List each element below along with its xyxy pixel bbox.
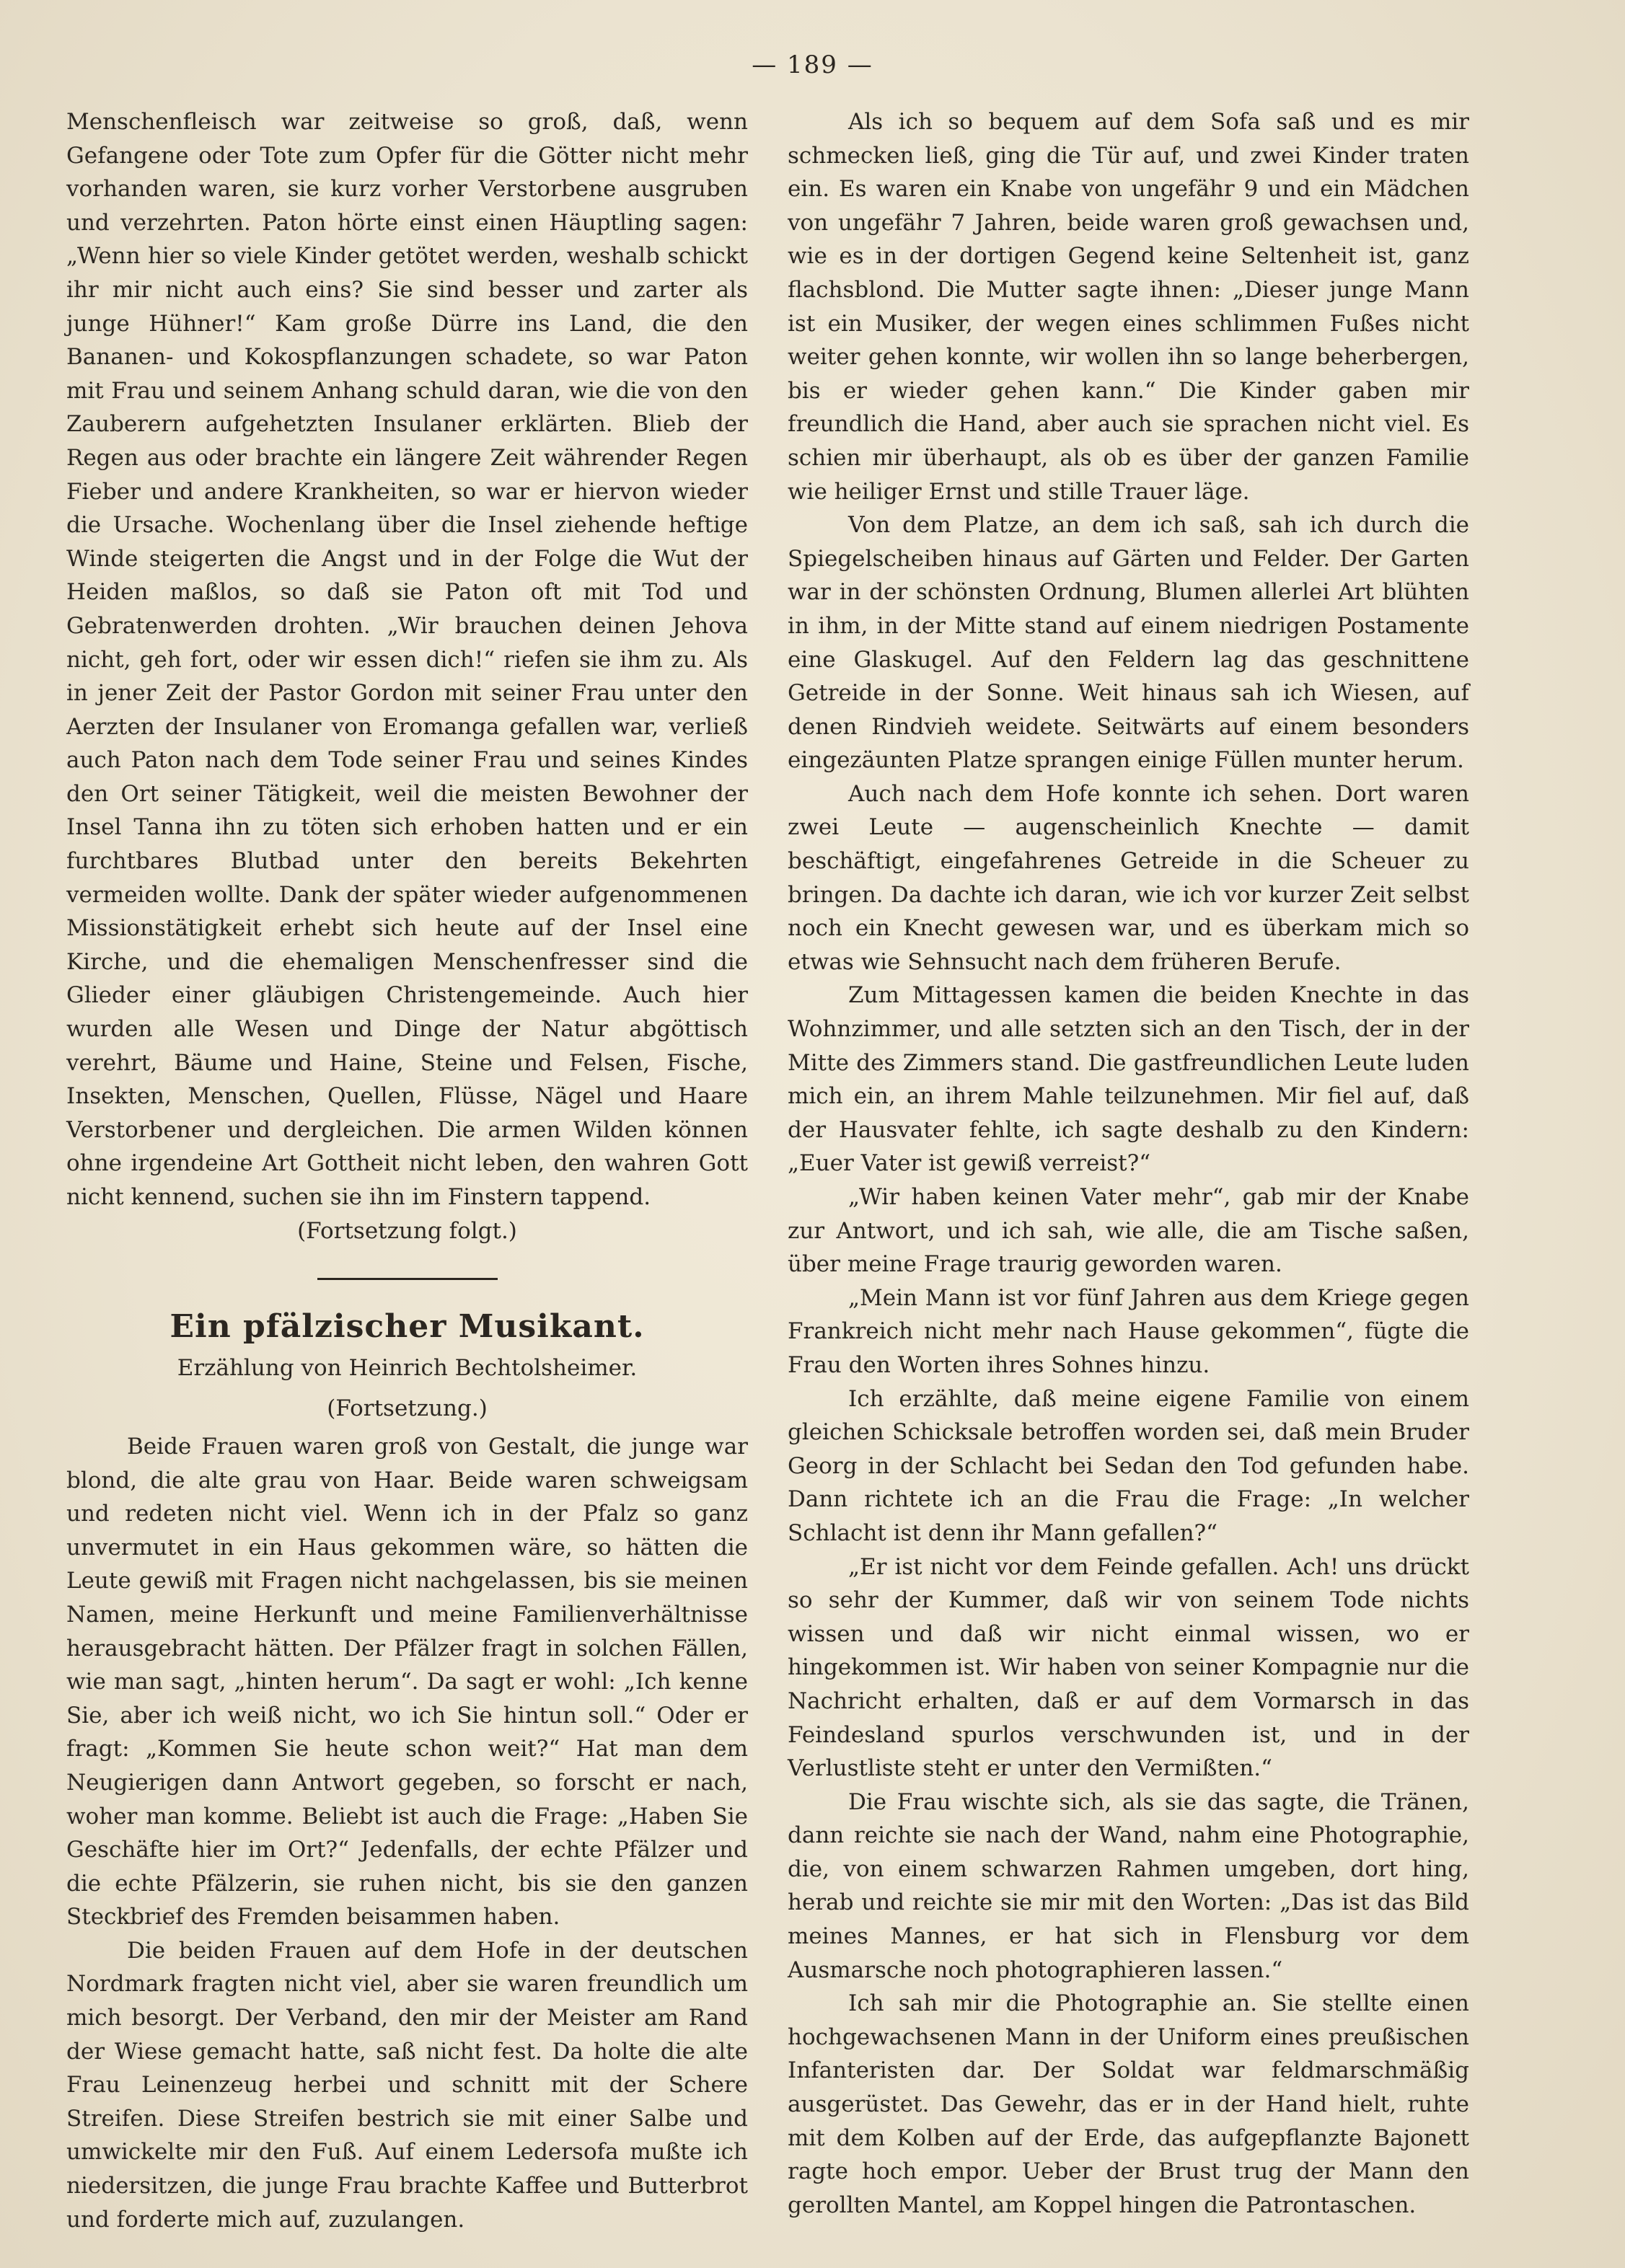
paragraph: Als ich so bequem auf dem Sofa saß und es mir schmecken ließ, ging die Tür auf, und zwei Kinder traten ein. Es waren ein Knabe von ungefähr 9 und ein Mädchen von ungefähr 7 Jahren, beide waren groß gewachsen und, wie es in der dortigen Gegend keine Seltenheit ist, ganz flachsblond. Die Mutter sagte ihnen: „Dieser junge Mann ist ein Musiker, der wegen eines schlimmen Fußes nicht weiter gehen konnte, wir wollen ihn so lange beherbergen, bis er wieder gehen kann.“ Die Kinder gaben mir freundlich die Hand, aber auch sie sprachen nicht viel. Es schien mir überhaupt, als ob es über der ganzen Familie wie heiliger Ernst und stille Trauer läge. [788, 109, 1469, 505]
story-continuation: (Fortsetzung.) [327, 1395, 488, 1422]
page-number: — 189 — [752, 50, 873, 79]
paragraph: Ich sah mir die Photographie an. Sie stellte einen hochgewachsenen Mann in der Uniform eines preußischen Infanteristen dar. Der Soldat war feldmarschmäßig ausgerüstet. Das Gewehr, das er in der Hand hielt, ruhte mit dem Kolben auf der Erde, das aufgepflanzte Bajonett ragte hoch empor. Ueber der Brust trug der Mann den gerollten Mantel, am Koppel hingen die Patrontaschen. [788, 1990, 1469, 2218]
story-subtitle: Erzählung von Heinrich Bechtolsheimer. [177, 1354, 638, 1381]
paragraph: Beide Frauen waren groß von Gestalt, die junge war blond, die alte grau von Haar. Beide waren schweigsam und redeten nicht viel. Wenn ich in der Pfalz so ganz unvermutet in ein Haus gekommen wäre, so hätten die Leute gewiß mit Fragen nicht nachgelassen, bis sie meinen Namen, meine Herkunft und meine Familienverhältnisse herausgebracht hätten. Der Pfälzer fragt in solchen Fällen, wie man sagt, „hinten herum“. Da sagt er wohl: „Ich kenne Sie, aber ich weiß nicht, wo ich Sie hintun soll.“ Oder er fragt: „Kommen Sie heute schon weit?“ Hat man dem Neugierigen dann Antwort gegeben, so forscht er nach, woher man komme. Beliebt ist auch die Frage: „Haben Sie Geschäfte hier im Ort?“ Jedenfalls, der echte Pfälzer und die echte Pfälzerin, sie ruhen nicht, bis sie den ganzen Steckbrief des Fremden beisammen haben. [66, 1433, 748, 1931]
paragraph: Die Frau wischte sich, als sie das sagte, die Tränen, dann reichte sie nach der Wand, nahm eine Photographie, die, von einem schwarzen Rahmen umgeben, dort hing, herab und reichte sie mir mit den Worten: „Das ist das Bild meines Mannes, er hat sich in Flensburg vor dem Ausmarsche noch photographieren lassen.“ [788, 1788, 1469, 1983]
paragraph: Auch nach dem Hofe konnte ich sehen. Dort waren zwei Leute — augenscheinlich Knechte — damit beschäftigt, eingefahrenes Getreide in die Scheuer zu bringen. Da dachte ich daran, wie ich vor kurzer Zeit selbst noch ein Knecht gewesen war, und es überkam mich so etwas wie Sehnsucht nach dem früheren Berufe. [788, 780, 1469, 975]
paragraph: Von dem Platze, an dem ich saß, sah ich durch die Spiegelscheiben hinaus auf Gärten und Felder. Der Garten war in der schönsten Ordnung, Blumen allerlei Art blühten in ihm, in der Mitte stand auf einem niedrigen Postamente eine Glaskugel. Auf den Feldern lag das geschnittene Getreide in der Sonne. Weit hinaus sah ich Wiesen, auf denen Rindvieh weidete. Seitwärts auf einem besonders eingezäunten Platze sprangen einige Füllen munter herum. [788, 512, 1469, 774]
continuation-note: (Fortsetzung folgt.) [297, 1217, 517, 1244]
paragraph: „Mein Mann ist vor fünf Jahren aus dem Kriege gegen Frankreich nicht mehr nach Hause gekommen“, fügte die Frau den Worten ihres Sohnes hinzu. [788, 1284, 1469, 1378]
paragraph: „Wir haben keinen Vater mehr“, gab mir der Knabe zur Antwort, und ich sah, wie alle, die am Tische saßen, über meine Frage traurig geworden waren. [788, 1184, 1469, 1278]
right-column [788, 105, 1469, 2222]
paragraph: Die beiden Frauen auf dem Hofe in der deutschen Nordmark fragten nicht viel, aber sie waren freundlich um mich besorgt. Der Verband, den mir der Meister am Rand der Wiese gemacht hatte, saß nicht fest. Da holte die alte Frau Leinenzeug herbei und schnitt mit der Schere Streifen. Diese Streifen bestrich sie mit einer Salbe und umwickelte mir den Fuß. Auf einem Ledersofa mußte ich niedersitzen, die junge Frau brachte Kaffee und Butterbrot und forderte mich auf, zuzulangen. [66, 1937, 748, 2233]
paragraph: Zum Mittagessen kamen die beiden Knechte in das Wohnzimmer, und alle setzten sich an den Tisch, der in der Mitte des Zimmers stand. Die gastfreundlichen Leute luden mich ein, an ihrem Mahle teilzunehmen. Mir fiel auf, daß der Hausvater fehlte, ich sagte deshalb zu den Kindern: „Euer Vater ist gewiß verreist?“ [788, 982, 1469, 1177]
paragraph: Menschenfleisch war zeitweise so groß, daß, wenn Gefangene oder Tote zum Opfer für die Götter nicht mehr vorhanden waren, sie kurz vorher Verstorbene ausgruben und verzehrten. Paton hörte einst einen Häuptling sagen: „Wenn hier so viele Kinder getötet werden, weshalb schickt ihr mir nicht auch eins? Sie sind besser und zarter als junge Hühner!“ Kam große Dürre ins Land, die den Bananen- und Kokospflanzungen schadete, so war Paton mit Frau und seinem Anhang schuld daran, wie die von den Zauberern aufgehetzten Insulaner erklärten. Blieb der Regen aus oder brachte ein längere Zeit währender Regen Fieber und andere Krankheiten, so war er hiervon wieder die Ursache. Wochenlang über die Insel ziehende heftige Winde steigerten die Angst und in der Folge die Wut der Heiden maßlos, so daß sie Paton oft mit Tod und Gebratenwerden drohten. „Wir brauchen deinen Jehova nicht, geh fort, oder wir essen dich!“ riefen sie ihm zu. Als in jener Zeit der Pastor Gordon mit seiner Frau unter den Aerzten der Insulaner von Eromanga gefallen war, verließ auch Paton nach dem Tode seiner Frau und seines Kindes den Ort seiner Tätigkeit, weil die meisten Bewohner der Insel Tanna ihn zu töten sich erhoben hatten und er ein furchtbares Blutbad unter den bereits Bekehrten vermeiden wollte. Dank der später wieder aufgenommenen Missionstätigkeit erhebt sich heute auf der Insel eine Kirche, und die ehemaligen Menschenfresser sind die Glieder einer gläubigen Christengemeinde. Auch hier wurden alle Wesen und Dinge der Natur abgöttisch verehrt, Bäume und Haine, Steine und Felsen, Fische, Insekten, Menschen, Quellen, Flüsse, Nägel und Haare Verstorbener und dergleichen. Die armen Wilden können ohne irgendeine Art Gottheit nicht leben, den wahren Gott nicht kennend, suchen sie ihn im Finstern tappend. [66, 109, 748, 1210]
section-divider [317, 1278, 498, 1280]
left-column [66, 105, 748, 2236]
story-title: Ein pfälzischer Musikant. [169, 1308, 645, 1346]
paragraph: Ich erzählte, daß meine eigene Familie von einem gleichen Schicksale betroffen worden sei, daß mein Bruder Georg in der Schlacht bei Sedan den Tod gefunden habe. Dann richtete ich an die Frau die Frage: „In welcher Schlacht ist denn ihr Mann gefallen?“ [788, 1385, 1469, 1546]
paragraph: „Er ist nicht vor dem Feinde gefallen. Ach! uns drückt so sehr der Kummer, daß wir von seinem Tode nichts wissen und daß wir nicht einmal wissen, wo er hingekommen ist. Wir haben von seiner Kompagnie nur die Nachricht erhalten, daß er auf dem Vormarsch in das Feindesland spurlos verschwunden ist, und in der Verlustliste steht er unter den Vermißten.“ [788, 1553, 1469, 1782]
